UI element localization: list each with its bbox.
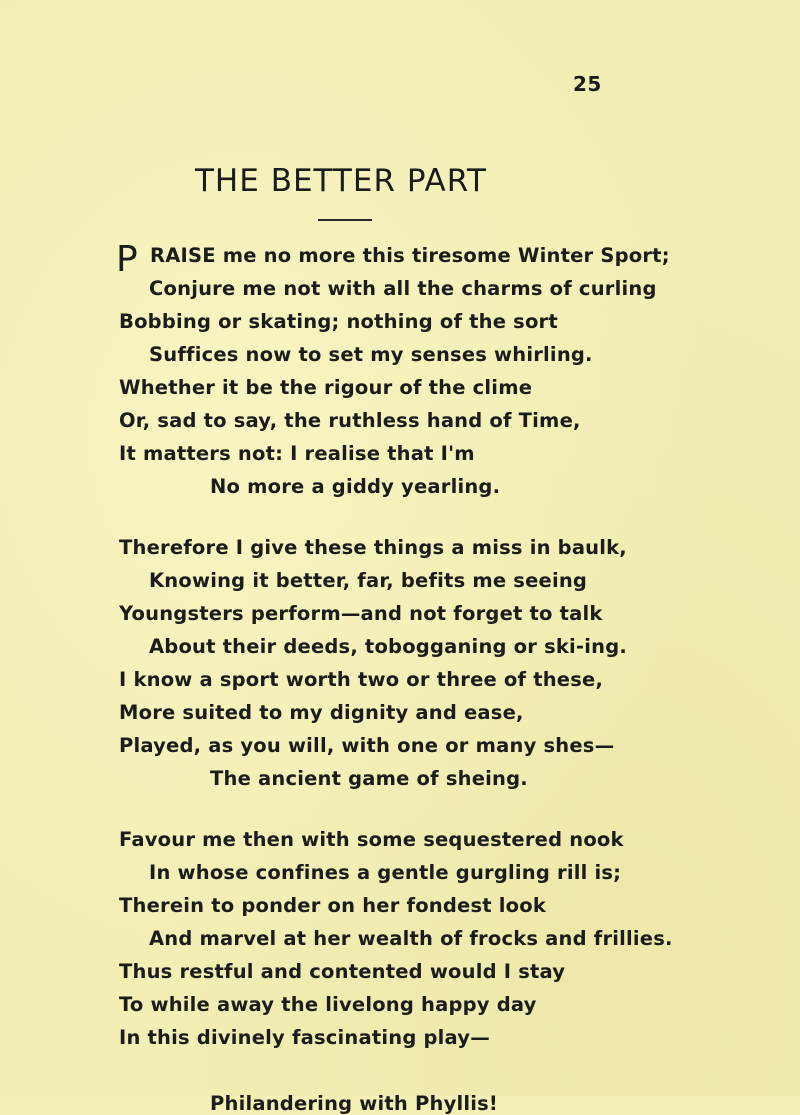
title-divider xyxy=(318,219,372,221)
poem-line: To while away the livelong happy day xyxy=(119,993,537,1016)
poem-line: Youngsters perform—and not forget to talk xyxy=(119,602,603,625)
poem-line: Favour me then with some sequestered nook xyxy=(119,828,624,851)
poem-line: And marvel at her wealth of frocks and frillies. xyxy=(149,927,673,950)
poem-line: More suited to my dignity and ease, xyxy=(119,701,524,724)
poem-line: About their deeds, tobogganing or ski-ing. xyxy=(149,635,627,658)
poem-line: It matters not: I realise that I'm xyxy=(119,442,475,465)
poem-line: Suffices now to set my senses whirling. xyxy=(149,343,593,366)
poem-title: THE BETTER PART xyxy=(195,163,487,199)
poem-line: Therein to ponder on her fondest look xyxy=(119,894,547,917)
poem-line: Philandering with Phyllis! xyxy=(210,1092,499,1115)
drop-cap: P xyxy=(116,239,138,280)
poem-line: In this divinely fascinating play— xyxy=(119,1026,490,1049)
poem-line: Conjure me not with all the charms of curling xyxy=(149,277,657,300)
poem-line: Bobbing or skating; nothing of the sort xyxy=(119,310,558,333)
poem-line: RAISE me no more this tiresome Winter Sport; xyxy=(150,244,670,267)
poem-line: The ancient game of sheing. xyxy=(210,767,528,790)
poem-line: I know a sport worth two or three of these, xyxy=(119,668,604,691)
poem-line: No more a giddy yearling. xyxy=(210,475,501,498)
poem-line: Played, as you will, with one or many shes— xyxy=(119,734,615,757)
poem-line: Or, sad to say, the ruthless hand of Time, xyxy=(119,409,581,432)
poem-line: Whether it be the rigour of the clime xyxy=(119,376,533,399)
poem-line: Thus restful and contented would I stay xyxy=(119,960,566,983)
page-number: 25 xyxy=(573,72,602,96)
poem-line: Therefore I give these things a miss in baulk, xyxy=(119,536,627,559)
poem-line: Knowing it better, far, befits me seeing xyxy=(149,569,588,592)
poem-line: In whose confines a gentle gurgling rill is; xyxy=(149,861,622,884)
